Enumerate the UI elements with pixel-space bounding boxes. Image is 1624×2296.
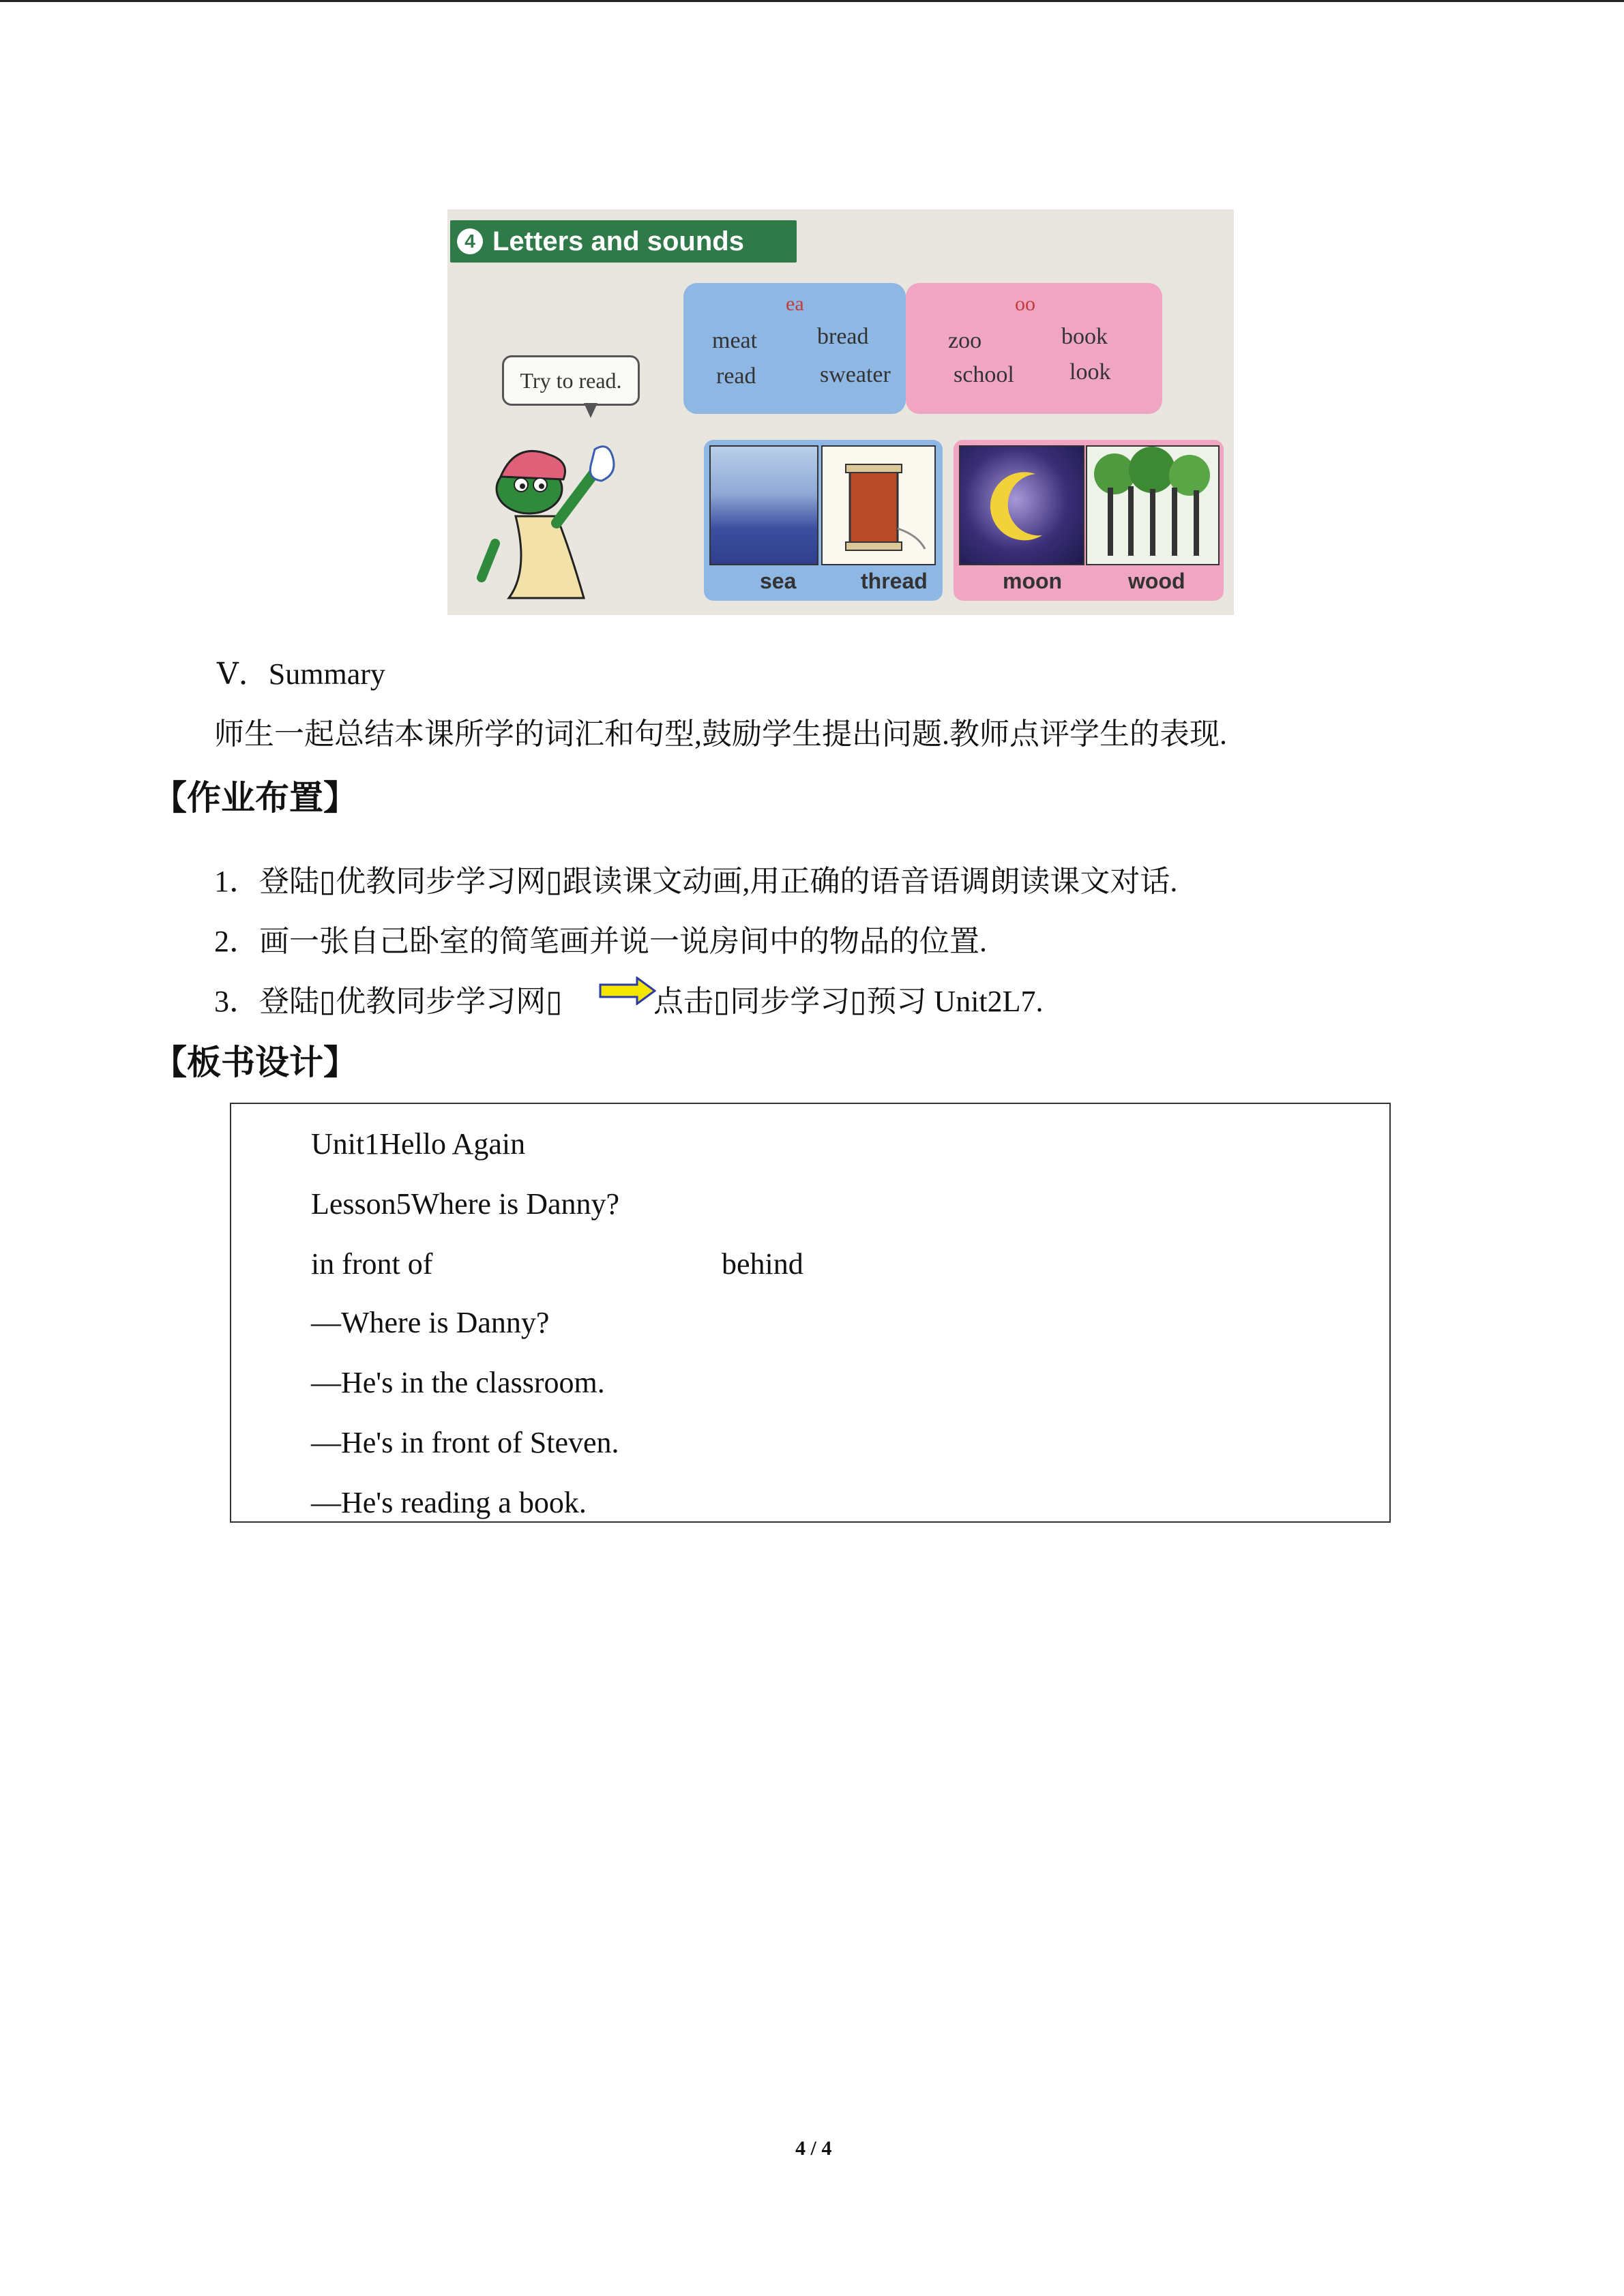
picture-label: thread bbox=[861, 569, 928, 593]
summary-text: 师生一起总结本课所学的词汇和句型,鼓励学生提出问题.教师点评学生的表现. bbox=[214, 717, 1227, 751]
ea-word: sweater bbox=[820, 362, 891, 387]
section-banner bbox=[450, 220, 797, 263]
homework-heading: 【作业布置】 bbox=[153, 778, 357, 818]
board-heading: 【板书设计】 bbox=[153, 1043, 357, 1082]
homework-item: 3．登陆▯优教同步学习网▯ bbox=[214, 985, 563, 1018]
sea-picture bbox=[709, 445, 818, 565]
thread-spool-picture bbox=[821, 445, 936, 565]
speech-bubble: Try to read. bbox=[502, 355, 640, 406]
oo-word-card bbox=[906, 283, 1162, 414]
board-line: —He's reading a book. bbox=[311, 1486, 587, 1519]
oo-word: zoo bbox=[948, 328, 982, 353]
moon-picture bbox=[959, 445, 1084, 565]
page-top-rule bbox=[0, 0, 1624, 2]
board-line: Unit1Hello Again bbox=[311, 1127, 526, 1161]
section-number: 4 bbox=[457, 228, 483, 254]
ea-header: ea bbox=[786, 293, 804, 315]
picture-label: sea bbox=[760, 569, 797, 593]
oo-header: oo bbox=[1015, 293, 1035, 315]
section-title: Letters and sounds bbox=[492, 226, 744, 256]
ea-word: read bbox=[716, 363, 756, 389]
picture-panel-oo bbox=[954, 440, 1224, 601]
wood-trees-picture bbox=[1086, 445, 1220, 565]
board-line-behind: behind bbox=[722, 1247, 803, 1281]
picture-label: wood bbox=[1128, 569, 1185, 593]
homework-item: 1．登陆▯优教同步学习网▯跟读课文动画,用正确的语音语调朗读课文对话. bbox=[214, 865, 1178, 898]
ea-word: bread bbox=[817, 324, 869, 349]
summary-heading: Ⅴ．Summary bbox=[217, 657, 385, 691]
board-line: —Where is Danny? bbox=[311, 1306, 550, 1339]
board-line: —He's in the classroom. bbox=[311, 1366, 605, 1399]
oo-word: book bbox=[1061, 324, 1108, 349]
picture-label: moon bbox=[1003, 569, 1063, 593]
picture-panel-ea bbox=[704, 440, 943, 601]
homework-item-tail: 点击▯同步学习▯预习 Unit2L7. bbox=[653, 985, 1044, 1018]
oo-word: look bbox=[1069, 359, 1111, 385]
frog-mascot-illustration bbox=[468, 414, 632, 615]
page-number: 4 / 4 bbox=[795, 2137, 832, 2160]
textbook-photo bbox=[447, 209, 1234, 615]
homework-item: 2．画一张自己卧室的简笔画并说一说房间中的物品的位置. bbox=[214, 925, 987, 958]
board-line: Lesson5Where is Danny? bbox=[311, 1187, 620, 1221]
right-arrow-icon bbox=[599, 976, 656, 1005]
oo-word: school bbox=[954, 362, 1014, 387]
ea-word-card bbox=[683, 283, 906, 414]
board-line: —He's in front of Steven. bbox=[311, 1426, 619, 1459]
board-line: in front of bbox=[311, 1247, 433, 1281]
ea-word: meat bbox=[712, 328, 758, 353]
